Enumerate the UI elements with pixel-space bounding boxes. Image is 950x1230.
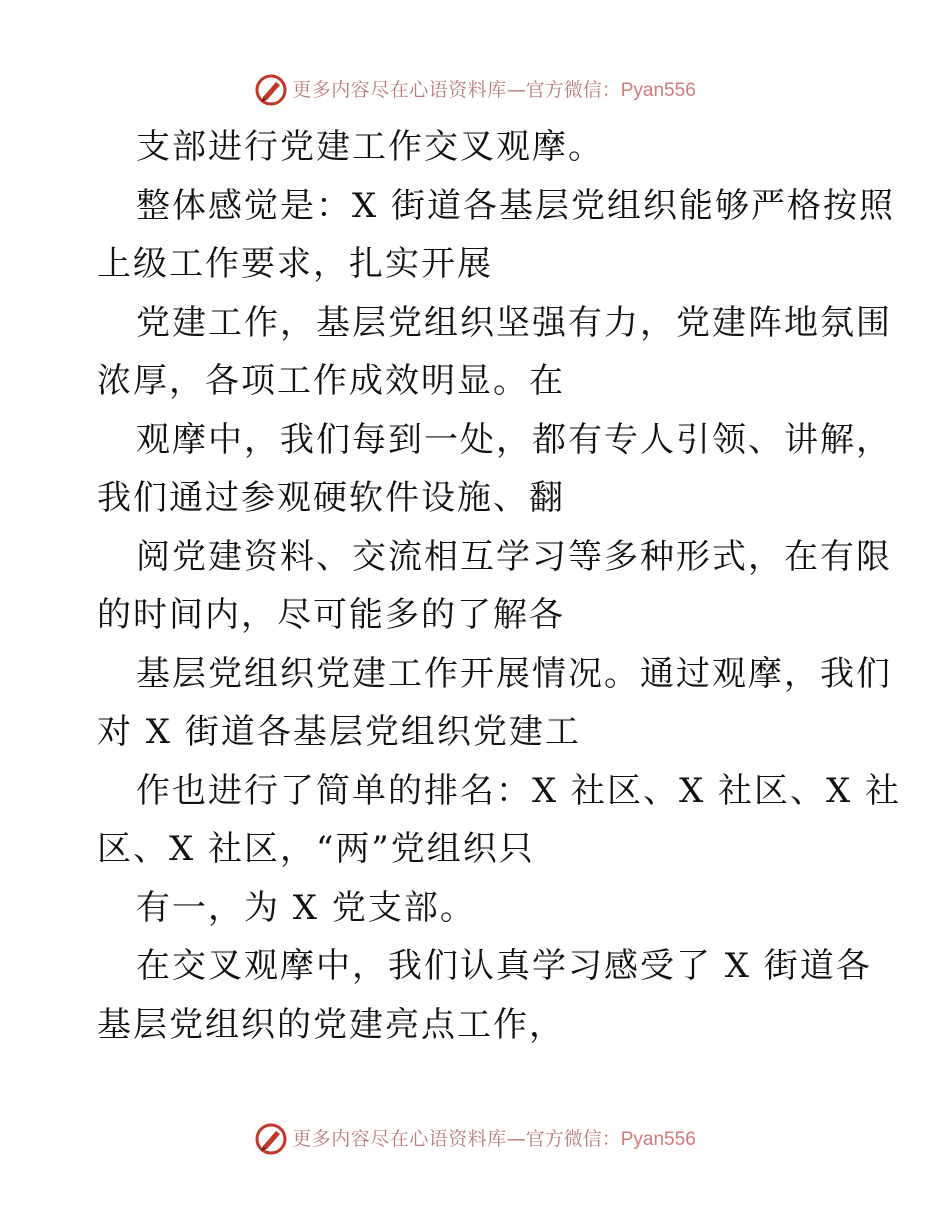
- watermark-wechat-id: Pyan556: [620, 79, 696, 101]
- text-line: 观摩中，我们每到一处，都有专人引领、讲解，: [136, 419, 892, 460]
- text-line: 区、X 社区，“两”党组织只: [97, 829, 535, 869]
- text-line: 的时间内，尽可能多的了解各: [97, 595, 565, 635]
- text-line: 支部进行党建工作交叉观摩。: [136, 127, 604, 167]
- watermark-dash: —: [506, 78, 526, 101]
- watermark-footer: [0, 1121, 950, 1157]
- watermark-dash: —: [506, 1127, 526, 1150]
- text-line: 作也进行了简单的排名：X 社区、X 社区、X 社: [136, 770, 902, 811]
- watermark-wechat-id: Pyan556: [620, 1128, 696, 1150]
- text-line: 党建工作，基层党组织坚强有力，党建阵地氛围: [136, 302, 892, 343]
- text-line: 基层党组织的党建亮点工作，: [97, 1004, 565, 1045]
- pen-logo-icon: [254, 1122, 288, 1156]
- text-line: 阅党建资料、交流相互学习等多种形式，在有限: [136, 536, 892, 577]
- text-line: 对 X 街道各基层党组织党建工: [97, 712, 581, 752]
- text-line: 基层党组织党建工作开展情况。通过观摩，我们: [136, 653, 892, 694]
- watermark-header: [0, 72, 950, 108]
- text-line: 上级工作要求，扎实开展: [97, 244, 493, 284]
- watermark-wechat-label: 官方微信：: [525, 78, 621, 101]
- watermark-text: 更多内容尽在心语资料库: [292, 1127, 507, 1150]
- text-line: 浓厚，各项工作成效明显。在: [97, 361, 565, 401]
- pen-logo-icon: [254, 73, 288, 107]
- watermark-wechat-label: 官方微信：: [525, 1127, 621, 1150]
- text-line: 整体感觉是：X 街道各基层党组织能够严格按照: [136, 185, 896, 226]
- text-line: 我们通过参观硬软件设施、翻: [97, 478, 565, 518]
- document-body: [97, 118, 902, 1054]
- watermark-text: 更多内容尽在心语资料库: [292, 78, 507, 101]
- text-line: 在交叉观摩中，我们认真学习感受了 X 街道各: [136, 946, 872, 986]
- text-line: 有一，为 X 党支部。: [136, 887, 476, 928]
